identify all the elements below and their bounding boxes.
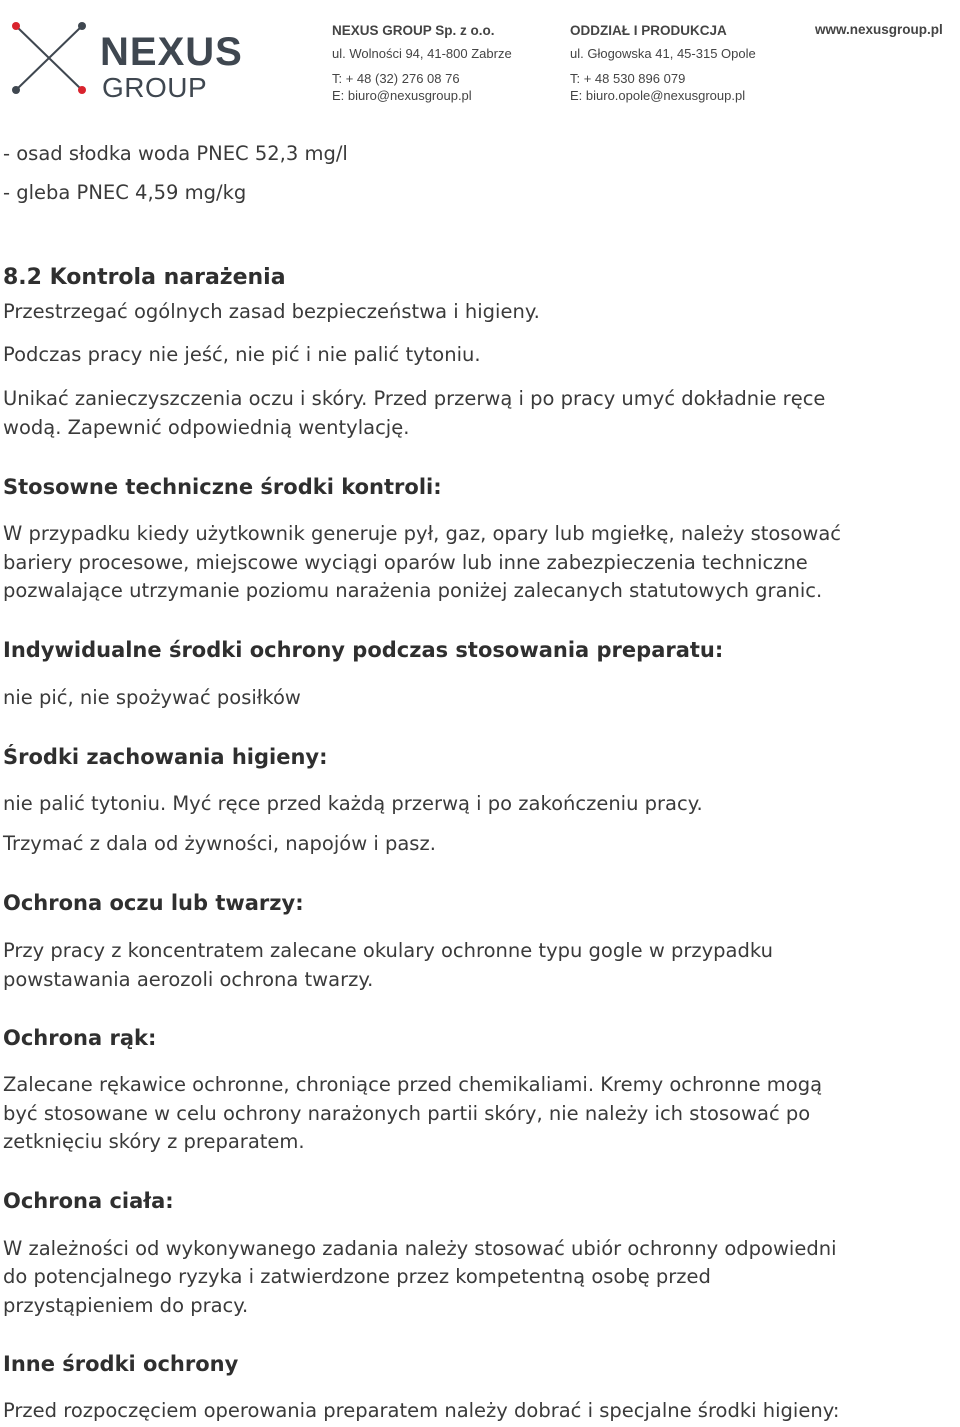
hands-line: być stosowane w celu ochrony narażonych partii skóry, nie należy ich stosować po	[3, 1102, 811, 1125]
website-link[interactable]: www.nexusgroup.pl	[815, 22, 943, 37]
branch-email[interactable]: E: biuro.opole@nexusgroup.pl	[570, 88, 746, 103]
pnec-line: - gleba PNEC 4,59 mg/kg	[3, 181, 247, 204]
logo-x-mark-icon	[8, 18, 90, 98]
intro-line: Przestrzegać ogólnych zasad bezpieczeństwa i higieny.	[3, 300, 540, 323]
company-name: NEXUS GROUP Sp. z o.o.	[332, 23, 495, 38]
hands-line: zetknięciu skóry z preparatem.	[3, 1130, 305, 1153]
eyes-heading: Ochrona oczu lub twarzy:	[3, 891, 304, 915]
company-contact	[332, 22, 512, 104]
body-line: do potencjalnego ryzyka i zatwierdzone przez kompetentną osobę przed	[3, 1265, 711, 1288]
nexus-group-logo	[8, 18, 248, 103]
body-heading: Ochrona ciała:	[3, 1189, 174, 1213]
logo-text-nexus: NEXUS	[100, 30, 243, 74]
intro-line: wodą. Zapewnić odpowiednią wentylację.	[3, 416, 410, 439]
intro-line: Podczas pracy nie jeść, nie pić i nie palić tytoniu.	[3, 343, 481, 366]
intro-line: Unikać zanieczyszczenia oczu i skóry. Przed przerwą i po pracy umyć dokładnie ręce	[3, 387, 826, 410]
individual-heading: Indywidualne środki ochrony podczas stosowania preparatu:	[3, 638, 724, 662]
hygiene-heading: Środki zachowania higieny:	[3, 745, 328, 769]
logo-text-group: GROUP	[102, 72, 208, 103]
pnec-line: - osad słodka woda PNEC 52,3 mg/l	[3, 142, 348, 165]
individual-line: nie pić, nie spożywać posiłków	[3, 686, 301, 709]
body-line: przystąpieniem do pracy.	[3, 1294, 249, 1317]
hygiene-line: nie palić tytoniu. Myć ręce przed każdą przerwą i po zakończeniu pracy.	[3, 792, 703, 815]
eyes-line: powstawania aerozoli ochrona twarzy.	[3, 968, 374, 991]
company-phone: T: + 48 (32) 276 08 76	[332, 71, 460, 86]
eyes-line: Przy pracy z koncentratem zalecane okulary ochronne typu gogle w przypadku	[3, 939, 773, 962]
technical-line: bariery procesowe, miejscowe wyciągi oparów lub inne zabezpieczenia techniczne	[3, 551, 808, 574]
technical-line: W przypadku kiedy użytkownik generuje pył, gaz, opary lub mgiełkę, należy stosować	[3, 522, 842, 545]
technical-line: pozwalające utrzymanie poziomu narażenia poniżej zalecanych statutowych granic.	[3, 579, 823, 602]
section-title: 8.2 Kontrola narażenia	[3, 265, 286, 290]
other-heading: Inne środki ochrony	[3, 1352, 239, 1376]
branch-name: ODDZIAŁ I PRODUKCJA	[570, 23, 727, 38]
branch-phone: T: + 48 530 896 079	[570, 71, 686, 86]
branch-contact	[570, 22, 756, 104]
letterhead	[0, 0, 960, 115]
hands-heading: Ochrona rąk:	[3, 1026, 157, 1050]
hands-line: Zalecane rękawice ochronne, chroniące przed chemikaliami. Kremy ochronne mogą	[3, 1073, 823, 1096]
other-line: Przed rozpoczęciem operowania preparatem należy dobrać i specjalne środki higieny:	[3, 1399, 840, 1422]
body-line: W zależności od wykonywanego zadania należy stosować ubiór ochronny odpowiedni	[3, 1237, 837, 1260]
branch-address: ul. Głogowska 41, 45-315 Opole	[570, 46, 756, 61]
technical-heading: Stosowne techniczne środki kontroli:	[3, 475, 442, 499]
company-email[interactable]: E: biuro@nexusgroup.pl	[332, 88, 472, 103]
company-address: ul. Wolności 94, 41-800 Zabrze	[332, 46, 512, 61]
hygiene-line: Trzymać z dala od żywności, napojów i pasz.	[3, 832, 436, 855]
